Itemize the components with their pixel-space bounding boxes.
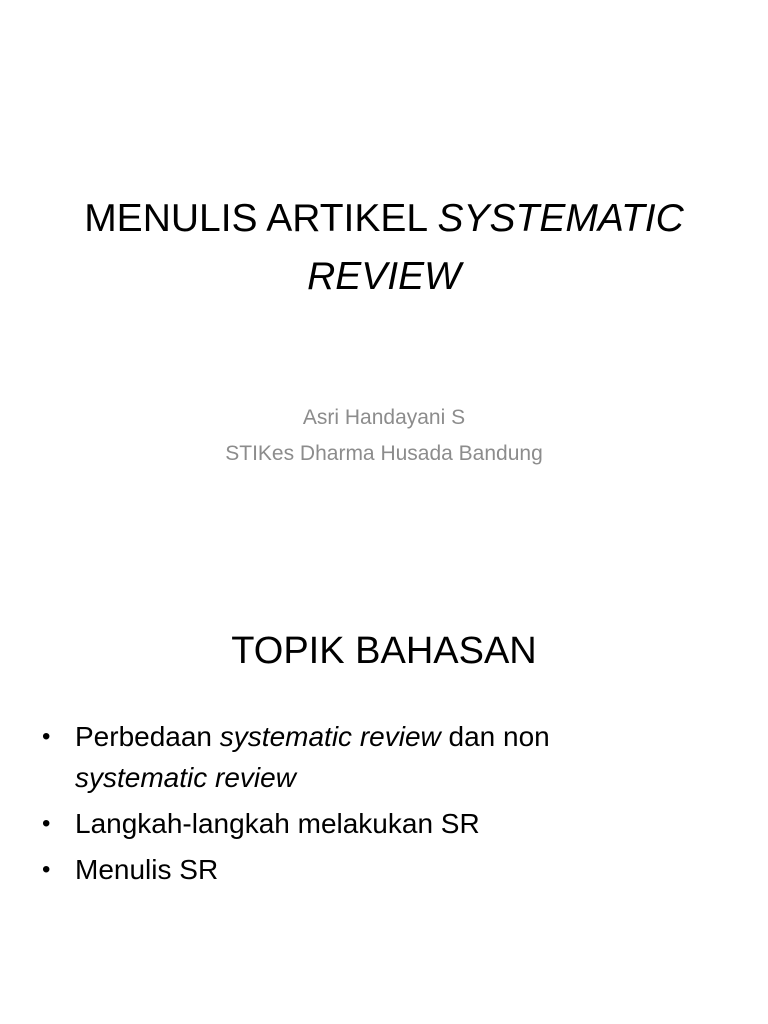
slide-subtitle (60, 400, 708, 472)
topics-slide (0, 576, 768, 1024)
title-italic-text-1: SYSTEMATIC (437, 197, 684, 240)
bullet-text-part: Perbedaan (75, 721, 220, 752)
list-item (40, 849, 720, 890)
slide-title (60, 190, 708, 306)
list-item (40, 803, 720, 844)
bullet-icon: • (42, 723, 51, 750)
bullet-italic-part: systematic review (75, 762, 296, 793)
bullet-text: Langkah-langkah melakukan SR (75, 808, 480, 839)
bullet-text: Menulis SR (75, 854, 219, 885)
bullet-icon: • (42, 856, 51, 883)
title-plain-text: MENULIS ARTIKEL (84, 197, 438, 240)
title-italic-text-2: REVIEW (307, 255, 461, 298)
bullet-italic-part: systematic review (219, 721, 441, 752)
topics-list (40, 716, 720, 895)
author-name: Asri Handayani S (302, 406, 466, 429)
bullet-icon: • (42, 810, 51, 837)
institution-name: STIKes Dharma Husada Bandung (225, 442, 543, 465)
topics-title: TOPIK BAHASAN (231, 630, 537, 672)
list-item (40, 716, 720, 798)
bullet-text-part: dan non (440, 721, 550, 752)
